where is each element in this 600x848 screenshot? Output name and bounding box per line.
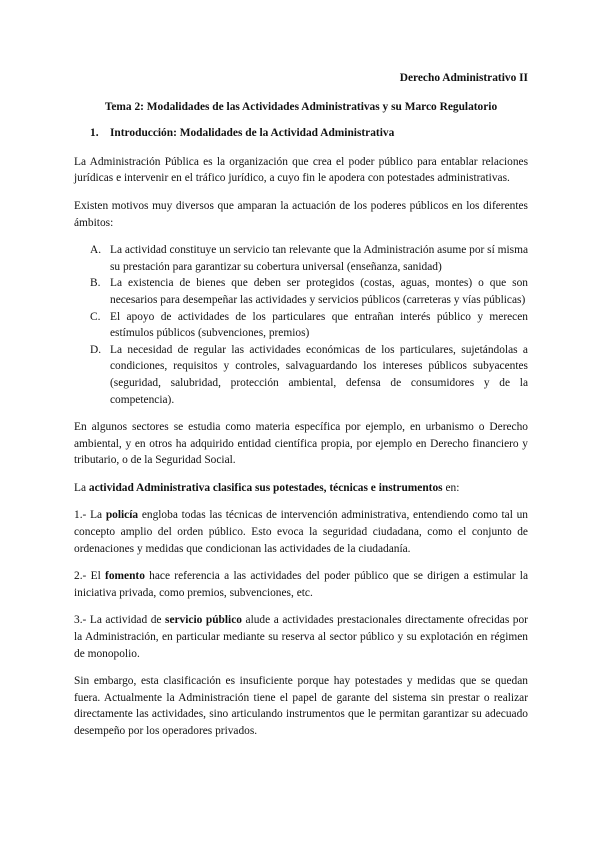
- text-run: hace referencia a las actividades del poder público que se dirigen a estimular la iniciativa privada, como premios, subvenciones, etc.: [74, 570, 529, 599]
- list-item: [74, 342, 528, 408]
- bold-run: servicio público: [165, 614, 242, 627]
- text-run: en:: [442, 481, 460, 494]
- list-item-text: La actividad constituye un servicio tan relevante que la Administración asume por sí misma su prestación para garantizar su cobertura universal (enseñanza, sanidad): [110, 244, 528, 273]
- bold-run: fomento: [105, 570, 145, 583]
- paragraph-classification: [74, 480, 528, 497]
- list-item-text: La necesidad de regular las actividades económicas de los particulares, sujetándolas a condiciones, requisitos y controles, salvaguardando los intereses públicos subyacentes (seguridad, salubridad, protección ambiental, defensa de consumidores y de la competencia).: [110, 343, 528, 406]
- paragraph-policia: [74, 507, 528, 557]
- text-run: 3.- La actividad de: [74, 614, 166, 627]
- list-item: [74, 275, 528, 308]
- section-heading: [90, 125, 528, 142]
- list-item-text: El apoyo de actividades de los particulares que entrañan interés público y merecen estímulos públicos (subvenciones, premios): [110, 310, 528, 340]
- page-title: Tema 2: Modalidades de las Actividades Administrativas y su Marco Regulatorio: [104, 100, 498, 113]
- paragraph-intro: La Administración Pública es la organización que crea el poder público para entablar relaciones jurídicas e intervenir en el tráfico jurídico, a cuyo fin le apodera con potestades administrativas.: [74, 155, 528, 185]
- text-run: alude a actividades prestacionales directamente ofrecidas por la Administración, en particular mediante su reserva al sector público y su explotación en régimen de monopolio.: [74, 614, 528, 660]
- motives-list: [74, 242, 528, 408]
- list-marker: D.: [90, 343, 102, 356]
- list-item-text: La existencia de bienes que deben ser protegidos (costas, aguas, montes) o que son necesarios para desempeñar las actividades y servicios públicos (carreteras y vías públicas): [110, 277, 528, 306]
- list-item: [74, 242, 528, 275]
- list-marker: A.: [90, 244, 102, 257]
- list-item: [74, 309, 528, 342]
- section-title: Introducción: Modalidades de la Actividad Administrativa: [110, 127, 395, 140]
- bold-run: policía: [105, 509, 139, 522]
- paragraph-sectors: En algunos sectores se estudia como materia específica por ejemplo, en urbanismo o Derecho ambiental, y en otros ha adquirido entidad científica propia, por ejemplo en Derecho financiero y tributario, o de la Seguridad Social.: [74, 421, 528, 467]
- text-run: 2.- El: [74, 570, 106, 583]
- bold-run: actividad Administrativa clasifica sus potestades, técnicas e instrumentos: [88, 481, 443, 494]
- paragraph-fomento: [74, 568, 528, 601]
- text-run: La: [74, 481, 89, 494]
- text-run: engloba todas las técnicas de intervención administrativa, entendiendo como tal un concepto amplio del orden público. Esto evoca la seguridad ciudadana, como el conjunto de ordenaciones y medidas que condicionan las actividades de la ciudadanía.: [74, 509, 528, 555]
- text-run: 1.- La: [74, 509, 106, 522]
- paragraph-motives: Existen motivos muy diversos que amparan la actuación de los poderes públicos en los diferentes ámbitos:: [74, 199, 528, 229]
- paragraph-conclusion: Sin embargo, esta clasificación es insuficiente porque hay potestades y medidas que se quedan fuera. Actualmente la Administración tiene el papel de garante del sistema sin prestar o realizar directamente las actividades, sino articulando instrumentos que le permitan garantizar su adecuado desempeño por los operadores privados.: [74, 675, 528, 737]
- list-marker: C.: [90, 310, 101, 323]
- course-header: Derecho Administrativo II: [399, 72, 528, 84]
- paragraph-servicio-publico: [74, 612, 528, 662]
- section-number: 1.: [90, 127, 99, 140]
- list-marker: B.: [90, 277, 101, 290]
